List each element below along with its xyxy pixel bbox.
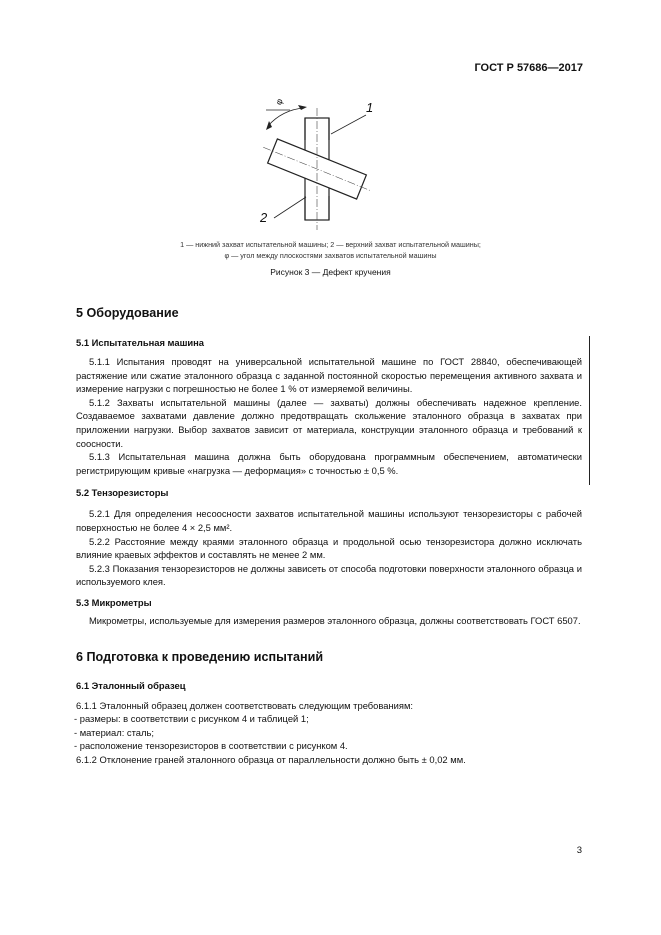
paragraph-6-1-1: 6.1.1 Эталонный образец должен соответствовать следующим требованиям: [76,699,414,711]
angle-arc [268,108,304,126]
section-5-2-heading: 5.2 Тензорезисторы [76,487,169,499]
figure-caption: Рисунок 3 — Дефект кручения [270,267,391,277]
paragraph-5-2-1: 5.2.1 Для определения несоосности захватов испытательной машины используют тензорезисторы с рабочей поверхностью не более 4 × 2,5 мм². [76,508,582,533]
leader-line-2 [274,197,306,218]
angle-label: φ [273,97,285,107]
paragraph-6-1-2: 6.1.2 Отклонение граней эталонного образца от параллельности должно быть ± 0,02 мм. [76,753,466,765]
list-item: - размеры: в соответствии с рисунком 4 и таблицей 1; [74,713,309,725]
paragraph-5-2-3: 5.2.3 Показания тензорезисторов не должны зависеть от способа подготовки поверхности эталонного образца и используемого клея. [76,562,582,588]
paragraph-5-1-2: 5.1.2 Захваты испытательной машины (далее — захваты) должны обеспечивать надежное крепление. Создаваемое захватами давление должно предотвращать скольжение эталонного образца в захватах при приложении нагрузки. Выбор захватов зависит от материала, конструкции эталонного образца и требований к соосности. [76,396,582,449]
section-5-heading: 5 Оборудование [76,306,179,320]
document-body [76,306,582,766]
section-5-1-heading: 5.1 Испытательная машина [76,337,205,348]
document-standard-header: ГОСТ Р 57686—2017 [474,62,583,74]
change-bar [589,336,590,485]
section-5-3-heading: 5.3 Микрометры [76,596,152,608]
page-number: 3 [576,845,582,856]
figure-legend-line-2: φ — угол между плоскостями захватов испытательной машины [224,251,437,260]
paragraph-5-3: Микрометры, используемые для измерения размеров эталонного образца, должны соответствовать ГОСТ 6507. [89,614,581,626]
paragraph-5-2-2: 5.2.2 Расстояние между краями эталонного образца и продольной осью тензорезистора должно исключать влияние краевых эффектов и составлять не менее 2 мм. [76,535,582,561]
section-6-1-heading: 6.1 Эталонный образец [76,679,186,691]
label-grip-1: 1 [366,100,374,115]
list-item: - расположение тензорезисторов в соответствии с рисунком 4. [74,740,348,752]
section-6-heading: 6 Подготовка к проведению испытаний [76,649,324,664]
paragraph-5-1-1: 5.1.1 Испытания проводят на универсальной испытательной машине по ГОСТ 28840, обеспечивающей растяжение или сжатие эталонного образца с заданной постоянной скоростью перемещения активного захвата и измерение нагрузки с погрешностью не более 1 % от измеряемой величины. [76,356,582,395]
torsion-defect-figure [190,88,440,236]
leader-line-1 [331,115,366,134]
figure-legend-line-1: 1 — нижний захват испытательной машины; 2 — верхний захват испытательной машины; [180,240,481,249]
paragraph-5-1-3: 5.1.3 Испытательная машина должна быть оборудована программным обеспечением, автоматически регистрирующим кривые «нагрузка — деформация» с точностью ± 0,5 %. [76,451,582,476]
label-grip-2: 2 [260,210,268,225]
list-item: - материал: сталь; [74,726,154,738]
